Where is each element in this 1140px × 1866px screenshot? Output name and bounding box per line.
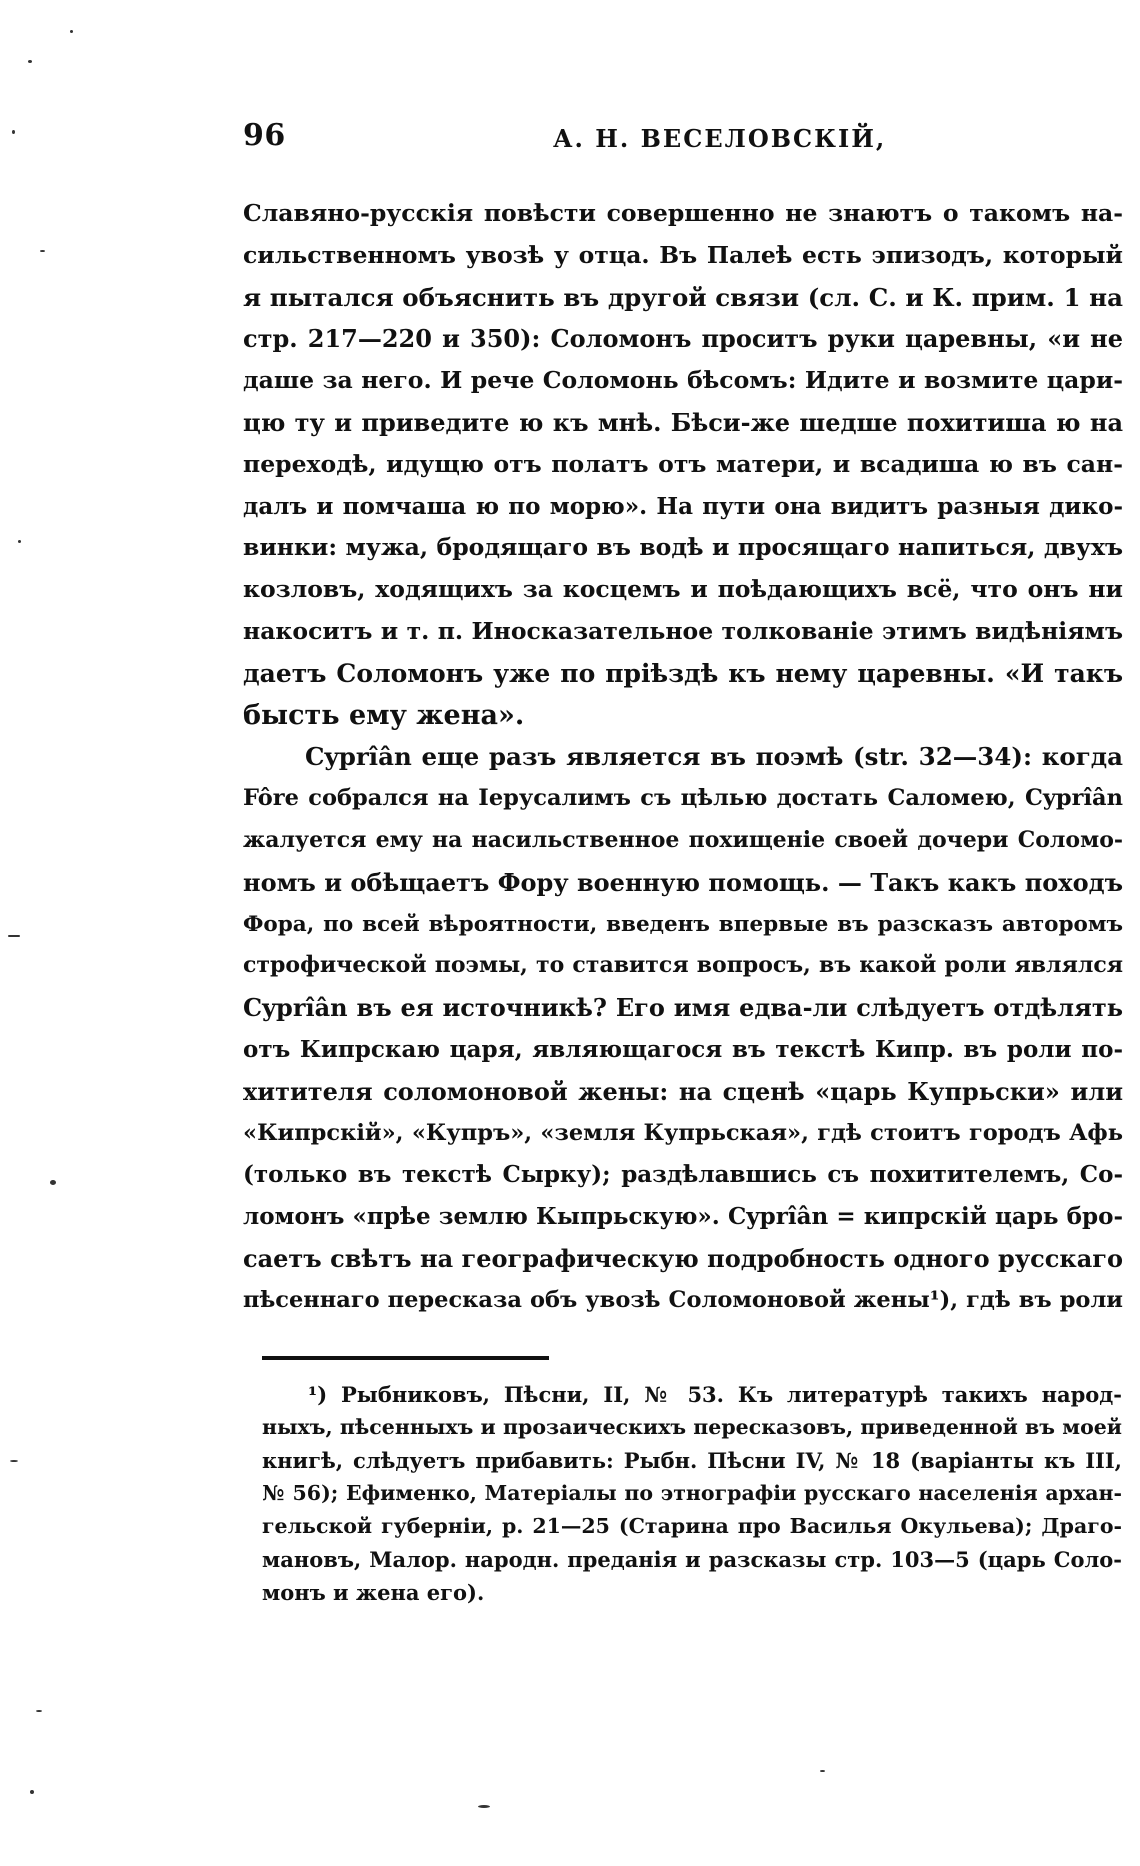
scan-speck (478, 1805, 490, 1808)
text-line: далъ и помчаша ю по морю». На пути она видитъ разныя дико- (243, 492, 1123, 520)
text-line: Fôre собрался на Іерусалимъ съ цѣлью достать Саломею, Cyprîân (243, 785, 1123, 812)
text-line: ломонъ «прѣе землю Кыпрьскую». Cyprîân = кипрскій царь бро- (243, 1203, 1123, 1231)
text-line: (только въ текстѣ Сырку); раздѣлавшись съ похитителемъ, Со- (243, 1161, 1123, 1189)
text-line: накоситъ и т. п. Иносказательное толкованіе этимъ видѣніямъ (243, 616, 1123, 645)
text-line: Cyprîân въ ея источникѣ? Его имя едва-ли слѣдуетъ отдѣлять (243, 993, 1123, 1023)
text-line: Славяно-русскія повѣсти совершенно не знаютъ о такомъ на- (243, 199, 1123, 227)
text-line: Cyprîân еще разъ является въ поэмѣ (str. 32—34): когда (305, 742, 1123, 772)
footnote-line: ныхъ, пѣсенныхъ и прозаическихъ пересказовъ, приведенной въ моей (262, 1415, 1122, 1439)
footnote-line: книгѣ, слѣдуетъ прибавить: Рыбн. Пѣсни IV, № 18 (варіанты къ III, (262, 1448, 1122, 1473)
running-head: А. Н. ВЕСЕЛОВСКІЙ, (553, 124, 887, 153)
footnotes (262, 1378, 1122, 1609)
page-number: 96 (243, 118, 286, 153)
page-header (243, 118, 1123, 158)
scan-speck (10, 1460, 18, 1462)
text-line: строфической поэмы, то ставится вопросъ, въ какой роли являлся (243, 952, 1123, 979)
scan-speck (50, 1180, 56, 1185)
text-line: жалуется ему на насильственное похищеніе своей дочери Соломо- (243, 826, 1123, 853)
text-line: отъ Кипрскаю царя, являющагося въ текстѣ Кипр. въ роли по- (243, 1035, 1123, 1063)
text-line: козловъ, ходящихъ за косцемъ и поѣдающихъ всё, что онъ ни (243, 575, 1123, 604)
scan-speck (40, 250, 45, 252)
scan-speck (8, 935, 20, 937)
text-line: номъ и обѣщаетъ Фору военную помощь. — Такъ какъ походъ (243, 867, 1123, 897)
text-line: даетъ Соломонъ уже по пріѣздѣ къ нему царевны. «И такъ (243, 658, 1123, 688)
footnote-line: мановъ, Малор. народн. преданія и разсказы стр. 103—5 (царь Соло- (262, 1547, 1122, 1572)
scan-speck (36, 1710, 42, 1712)
footnote-line: гельской губерніи, р. 21—25 (Старина про Василья Окульева); Драго- (262, 1514, 1122, 1538)
text-line: бысть ему жена». (243, 699, 525, 731)
main-text (243, 193, 1123, 1322)
scan-speck (18, 540, 21, 543)
text-line: я пытался объяснить въ другой связи (сл. С. и К. прим. 1 на (243, 282, 1123, 312)
footnote-line: ¹) Рыбниковъ, Пѣсни, II, № 53. Къ литературѣ такихъ народ- (308, 1382, 1122, 1407)
text-line: Фора, по всей вѣроятности, введенъ впервые въ разсказъ авторомъ (243, 911, 1123, 937)
scan-speck (12, 130, 15, 134)
text-line: винки: мужа, бродящаго въ водѣ и просящаго напиться, двухъ (243, 533, 1123, 562)
text-line: цю ту и приведите ю къ мнѣ. Бѣси-же шедше похитиша ю на (243, 407, 1123, 437)
footnote-divider (262, 1356, 549, 1360)
text-line: «Кипрскій», «Купръ», «земля Купрьская», гдѣ стоитъ городъ Афь (243, 1119, 1123, 1146)
footnote-line: № 56); Ефименко, Матеріалы по этнографіи русскаго населенія архан- (262, 1481, 1122, 1505)
text-line: даше за него. И рече Соломонь бѣсомъ: Идите и возмите цари- (243, 366, 1123, 395)
text-line: саетъ свѣтъ на географическую подробность одного русскаго (243, 1243, 1123, 1273)
text-line: переходѣ, идущю отъ полатъ отъ матери, и всадиша ю въ сан- (243, 449, 1123, 478)
footnote-line: монъ и жена его). (262, 1580, 485, 1605)
scan-speck (820, 1770, 825, 1772)
scan-speck (70, 30, 73, 33)
scan-speck (30, 1790, 34, 1794)
text-line: стр. 217—220 и 350): Соломонъ проситъ руки царевны, «и не (243, 324, 1123, 354)
text-line: хитителя соломоновой жены: на сценѣ «царь Купрьски» или (243, 1076, 1123, 1106)
scan-speck (28, 60, 32, 63)
text-line: сильственномъ увозѣ у отца. Въ Палеѣ есть эпизодъ, который (243, 240, 1123, 269)
text-line: пѣсеннаго пересказа объ увозѣ Соломоновой жены¹), гдѣ въ роли (243, 1286, 1123, 1313)
